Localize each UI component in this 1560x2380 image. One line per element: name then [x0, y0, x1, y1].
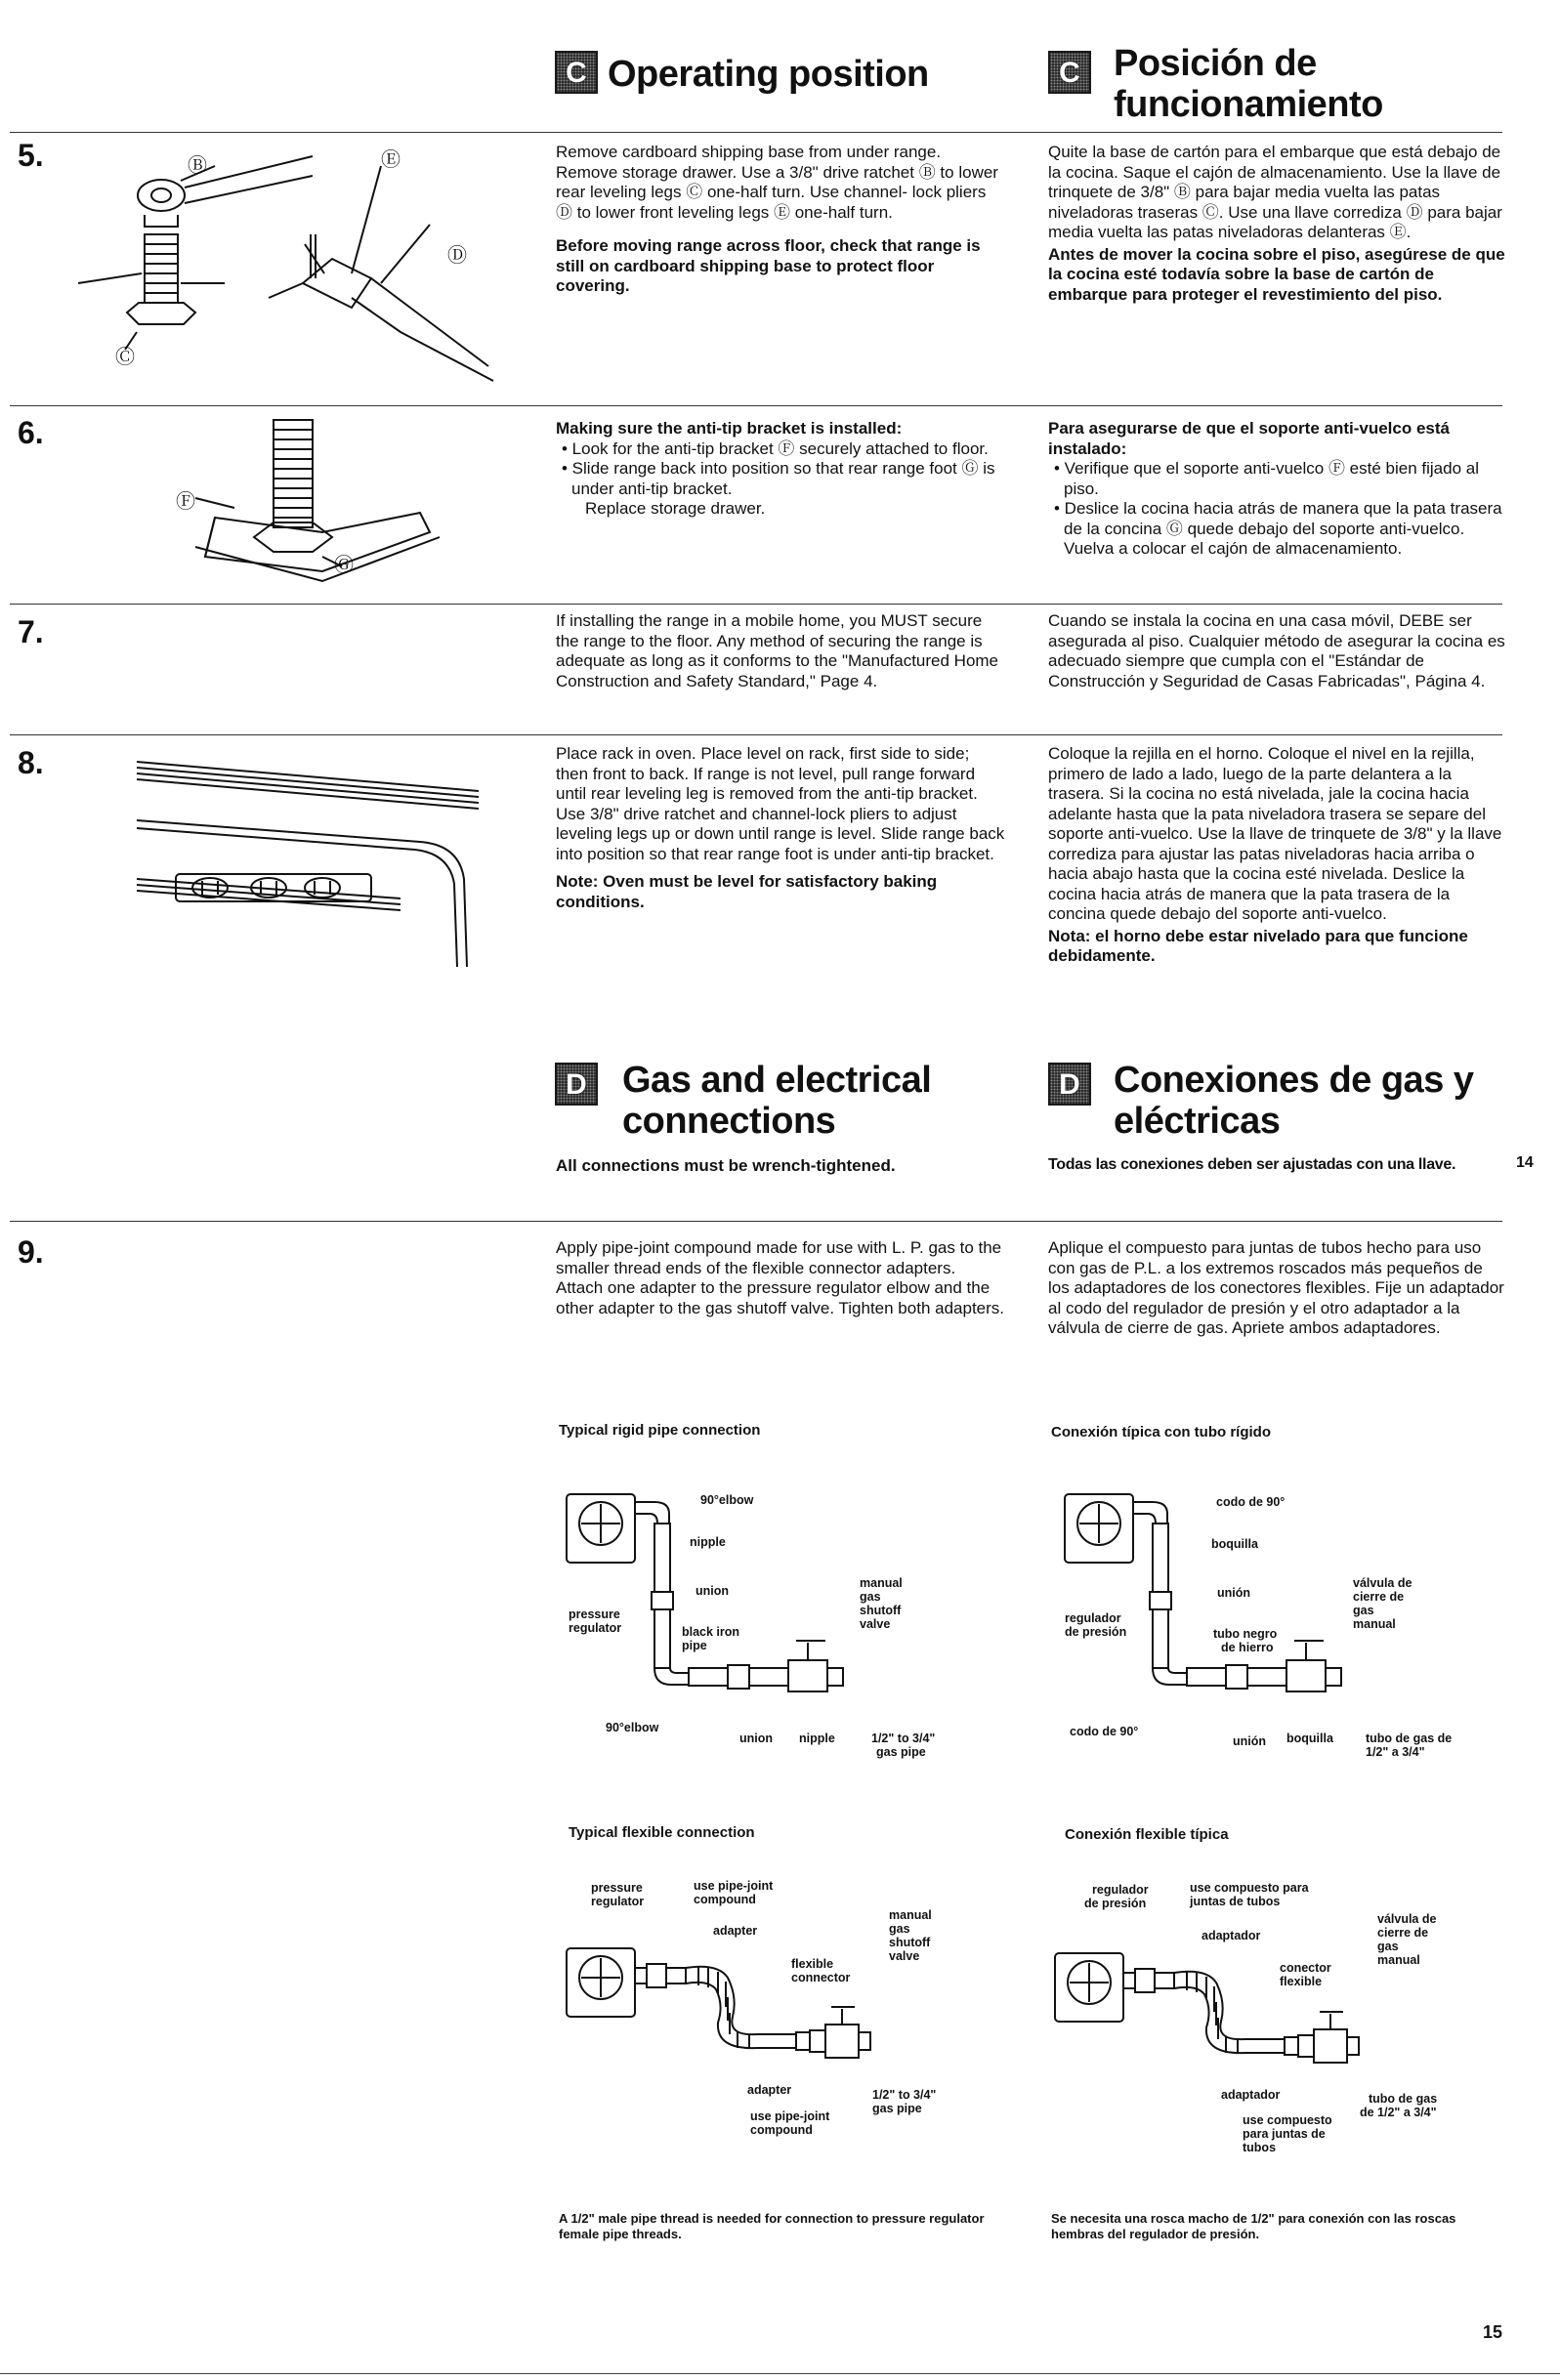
flex-es-v2: cierre de — [1377, 1926, 1429, 1940]
flex-en-useb1: use pipe-joint — [750, 2109, 830, 2123]
step9-text-en: Apply pipe-joint compound made for use with L. P. gas to the smaller thread ends of the flexible connector adapters. Attach one adapter to the pressure regulator elbow and the other adapter to the gas shutoff valve. Tighten both adapters. — [556, 1238, 1004, 1317]
flex-en-manual: manual — [889, 1908, 932, 1922]
footnote-es: Se necesita una rosca macho de 1/2" para conexión con las roscas hembras del regulador de presión. — [1051, 2211, 1456, 2241]
step8-body-en: Place rack in oven. Place level on rack, first side to side; then front to back. If range is not level, pull range forward until rear leveling leg is removed from the anti-tip bracket. Use 3/8" drive ratchet and channel-lock pliers to adjust leveling legs up or down until range is level. Slide range back into position so that rear range foot is under anti-tip bracket. — [556, 744, 1005, 863]
rigid-en-elbow-top: 90°elbow — [700, 1493, 754, 1507]
section-d-subtitle-en: All connections must be wrench-tightened. — [556, 1156, 896, 1175]
callout-f: Ⓕ — [176, 491, 195, 513]
step8-body-es: Coloque la rejilla en el horno. Coloque el nivel en la rejilla, primero de lado a lado, luego de la parte delantera a la trasera. Si la cocina no está nivelada, jale la cocina hacia adelante hasta que la pata niveladora trasera se separe del soporte anti-vuelco. Use la llave de trinquete de 3/8" y la llave corrediza para ajustar las patas niveladoras hacia arriba o hacia abajo hasta que la cocina esté nivelada. Deslice la cocina hacia atrás de manera que la pata trasera de la concina quede debajo del soporte anti-vuelco. — [1048, 744, 1502, 923]
callout-d: Ⓓ — [447, 245, 467, 267]
callout-c: Ⓒ — [115, 347, 135, 368]
rigid-diagram-title-en: Typical rigid pipe connection — [559, 1422, 761, 1439]
rigid-es-elbow-top: codo de 90° — [1216, 1495, 1286, 1509]
section-d-title-en-1: Gas and electrical — [622, 1060, 932, 1101]
step-number-9: 9. — [18, 1234, 44, 1270]
section-c-title-es-1: Posición de — [1114, 43, 1317, 84]
step6-bullet2-en: • Slide range back into position so that rear range foot Ⓖ is under anti-tip bracket. — [562, 459, 995, 498]
flex-en-gaspipe: gas pipe — [872, 2102, 922, 2115]
step6-bullet2-es: • Deslice la cocina hacia atrás de manera que la pata trasera de la concina Ⓖ quede debajo del soporte anti-vuelco. Vuelva a colocar el cajón de almacenamiento. — [1054, 499, 1502, 558]
section-d-subtitle-es: Todas las conexiones deben ser ajustadas con una llave. — [1048, 1156, 1456, 1173]
step5-warning-es: Antes de mover la cocina sobre el piso, asegúrese de que la cocina esté todavía sobre la base de cartón de embarque para proteger el revestimiento del piso. — [1048, 244, 1505, 304]
step6-heading-es: Para asegurarse de que el soporte anti-vuelco está instalado: — [1048, 419, 1450, 458]
step6-text-es — [1048, 419, 1507, 560]
flex-es-size1: tubo de gas — [1369, 2092, 1438, 2106]
flex-en-pressure: pressure — [591, 1881, 643, 1895]
flex-diagram-title-en: Typical flexible connection — [569, 1824, 755, 1841]
flex-en-connector: connector — [791, 1971, 851, 1984]
rigid-en-union: union — [696, 1584, 730, 1598]
rigid-en-valve: valve — [860, 1617, 891, 1631]
rule-step6 — [10, 405, 1502, 406]
step5-body-en: Remove cardboard shipping base from under range. Remove storage drawer. Use a 3/8" drive ratchet Ⓑ to lower rear leveling legs Ⓒ one-half turn. Use channel- lock pliers Ⓓ to lower front leveling legs Ⓔ one-half turn. — [556, 143, 998, 222]
rigid-es-nipple: boquilla — [1211, 1537, 1258, 1551]
rigid-en-nipple: nipple — [690, 1535, 726, 1549]
callout-g: Ⓖ — [334, 555, 354, 576]
section-c-title-es-2: funcionamiento — [1114, 84, 1383, 125]
badge-letter: D — [1059, 1068, 1080, 1101]
badge-letter: C — [566, 57, 587, 89]
section-d-badge-es — [1048, 1063, 1091, 1106]
step6-heading-en: Making sure the anti-tip bracket is installed: — [556, 419, 903, 438]
flex-es-reg2: de presión — [1084, 1897, 1147, 1910]
step8-text-es — [1048, 744, 1507, 967]
rigid-es-tubo2: de hierro — [1221, 1641, 1274, 1654]
step8-text-en — [556, 744, 1005, 912]
rigid-en-manual: manual — [860, 1576, 903, 1590]
page-number: 15 — [1483, 2322, 1503, 2342]
flex-es-adapt: adaptador — [1202, 1929, 1261, 1942]
step-number-8: 8. — [18, 745, 44, 780]
flex-en-shutoff: shutoff — [889, 1936, 931, 1949]
step8-note-es: Nota: el horno debe estar nivelado para que funcione debidamente. — [1048, 926, 1468, 965]
flex-es-v4: manual — [1377, 1953, 1420, 1967]
step7-text-en: If installing the range in a mobile home, you MUST secure the range to the floor. Any method of securing the range is adequate as long as it conforms to the "Manufactured Home Construction and Safety Standard," Page 4. — [556, 611, 999, 690]
step8-note-en: Note: Oven must be level for satisfactory baking conditions. — [556, 872, 938, 911]
step5-text-es — [1048, 143, 1507, 305]
flex-es-adapt-bottom: adaptador — [1221, 2088, 1281, 2102]
flex-en-use1: use pipe-joint — [694, 1879, 774, 1893]
rigid-es-v3: gas — [1353, 1604, 1374, 1617]
flex-en-flexible: flexible — [791, 1957, 834, 1971]
rule-step5 — [10, 132, 1502, 133]
rigid-es-nipple-bottom: boquilla — [1286, 1732, 1333, 1745]
rigid-es-size2: 1/2" a 3/4" — [1366, 1745, 1425, 1759]
flex-es-reg1: regulador — [1092, 1883, 1149, 1897]
rigid-es-v1: válvula de — [1353, 1576, 1412, 1590]
rigid-es-union: unión — [1217, 1586, 1251, 1600]
rigid-en-gaspipe: gas pipe — [876, 1745, 926, 1759]
anti-tip-bracket-illustration — [176, 410, 469, 586]
rigid-pipe-diagram-es — [1060, 1484, 1470, 1699]
rigid-en-gas: gas — [860, 1590, 881, 1604]
rigid-es-tubo1: tubo negro — [1213, 1627, 1278, 1641]
flex-es-v1: válvula de — [1377, 1912, 1437, 1926]
step7-text-es: Cuando se instala la cocina en una casa móvil, DEBE ser asegurada al piso. Cualquier método de asegurar la cocina es adecuado siempre que cumpla con el "Estándar de Construcción y Seguridad de Casas Fabricadas", Página 4. — [1048, 611, 1505, 690]
step6-bullet1-en: • Look for the anti-tip bracket Ⓕ securely attached to floor. — [562, 438, 989, 458]
step-number-6: 6. — [18, 415, 44, 450]
flex-es-con1: conector — [1280, 1961, 1331, 1975]
step6-text-en — [556, 419, 1005, 520]
flex-es-useb2: para juntas de — [1243, 2127, 1326, 2141]
side-page-number: 14 — [1516, 1154, 1534, 1171]
bottom-rule — [0, 2373, 1560, 2374]
section-d-title-es-2: eléctricas — [1114, 1101, 1281, 1142]
badge-letter: D — [566, 1068, 587, 1101]
rigid-en-nipple-bottom: nipple — [799, 1732, 835, 1745]
flex-es-v3: gas — [1377, 1940, 1399, 1953]
rigid-diagram-title-es: Conexión típica con tubo rígido — [1051, 1424, 1271, 1441]
rigid-en-regulator: regulator — [569, 1621, 622, 1635]
section-d-badge — [555, 1063, 598, 1106]
rigid-en-union-bottom: union — [739, 1732, 774, 1745]
flex-en-adapter: adapter — [713, 1924, 758, 1938]
callout-b: Ⓑ — [188, 155, 207, 177]
rigid-es-v4: manual — [1353, 1617, 1396, 1631]
rigid-pipe-diagram-en — [562, 1484, 972, 1699]
step6-bullet1-es: • Verifique que el soporte anti-vuelco Ⓕ esté bien fijado al piso. — [1054, 459, 1479, 498]
rigid-es-union-bottom: unión — [1233, 1734, 1267, 1748]
flex-es-use2: juntas de tubos — [1190, 1895, 1281, 1908]
flex-en-useb2: compound — [750, 2123, 813, 2137]
section-c-badge-es — [1048, 51, 1091, 94]
step5-body-es: Quite la base de cartón para el embarque que está debajo de la cocina. Saque el cajón de almacenamiento. Use la llave de trinquete de 3/8" Ⓑ para bajar media vuelta las patas niveladoras traseras Ⓒ. Use una llave corrediza Ⓓ para bajar media vuelta las patas niveladoras delanteras Ⓔ. — [1048, 143, 1502, 241]
step6-line-en: Replace storage drawer. — [585, 499, 766, 518]
rigid-en-elbow-bottom: 90°elbow — [606, 1721, 659, 1734]
footnote-en: A 1/2" male pipe thread is needed for connection to pressure regulator female pipe threads. — [559, 2211, 985, 2241]
rigid-en-black: black iron — [682, 1625, 740, 1639]
badge-letter: C — [1059, 57, 1080, 89]
flex-en-regulator: regulator — [591, 1895, 645, 1908]
flex-en-adapter-bottom: adapter — [747, 2083, 792, 2097]
flex-en-size: 1/2" to 3/4" — [872, 2088, 937, 2102]
flex-es-size2: de 1/2" a 3/4" — [1360, 2106, 1437, 2119]
flex-en-valve: valve — [889, 1949, 920, 1963]
section-d-title-en-2: connections — [622, 1101, 836, 1142]
flex-es-use1: use compuesto para — [1190, 1881, 1309, 1895]
rigid-es-reg2: de presión — [1065, 1625, 1127, 1639]
rule-step8 — [10, 734, 1502, 735]
step9-text-es: Aplique el compuesto para juntas de tubos hecho para uso con gas de P.L. a los extremos roscados más pequeños de los adaptadores de los conectores flexibles. Fije un adaptador al codo del regulador de presión y el otro adaptador a la válvula de cierre de gas. Apriete ambos adaptadores. — [1048, 1238, 1504, 1337]
callout-e: Ⓔ — [381, 149, 401, 171]
step5-warning-en: Before moving range across floor, check that range is still on cardboard shipping base to protect floor covering. — [556, 236, 981, 295]
leveling-legs-illustration — [59, 137, 518, 381]
rigid-en-size: 1/2" to 3/4" — [871, 1732, 936, 1745]
rule-step9 — [10, 1221, 1502, 1222]
step5-text-en — [556, 143, 1005, 297]
flex-diagram-title-es: Conexión flexible típica — [1065, 1826, 1229, 1843]
flex-en-gas: gas — [889, 1922, 910, 1936]
rigid-en-shutoff: shutoff — [860, 1604, 902, 1617]
flex-es-useb3: tubos — [1243, 2141, 1277, 2154]
rigid-en-pressure: pressure — [569, 1608, 620, 1621]
section-c-badge — [555, 51, 598, 94]
step-number-5: 5. — [18, 138, 44, 173]
rigid-en-pipe: pipe — [682, 1639, 707, 1652]
step-number-7: 7. — [18, 614, 44, 649]
flex-en-use2: compound — [694, 1893, 756, 1906]
flex-es-con2: flexible — [1280, 1975, 1323, 1988]
rule-step7 — [10, 604, 1502, 605]
rigid-es-size1: tubo de gas de — [1366, 1732, 1453, 1745]
rigid-es-v2: cierre de — [1353, 1590, 1405, 1604]
section-c-title-en: Operating position — [608, 54, 929, 95]
oven-rack-level-illustration — [137, 752, 488, 977]
flex-es-useb1: use compuesto — [1243, 2113, 1332, 2127]
section-d-title-es-1: Conexiones de gas y — [1114, 1060, 1474, 1101]
rigid-es-reg1: regulador — [1065, 1611, 1121, 1625]
rigid-es-elbow-bottom: codo de 90° — [1070, 1725, 1139, 1738]
